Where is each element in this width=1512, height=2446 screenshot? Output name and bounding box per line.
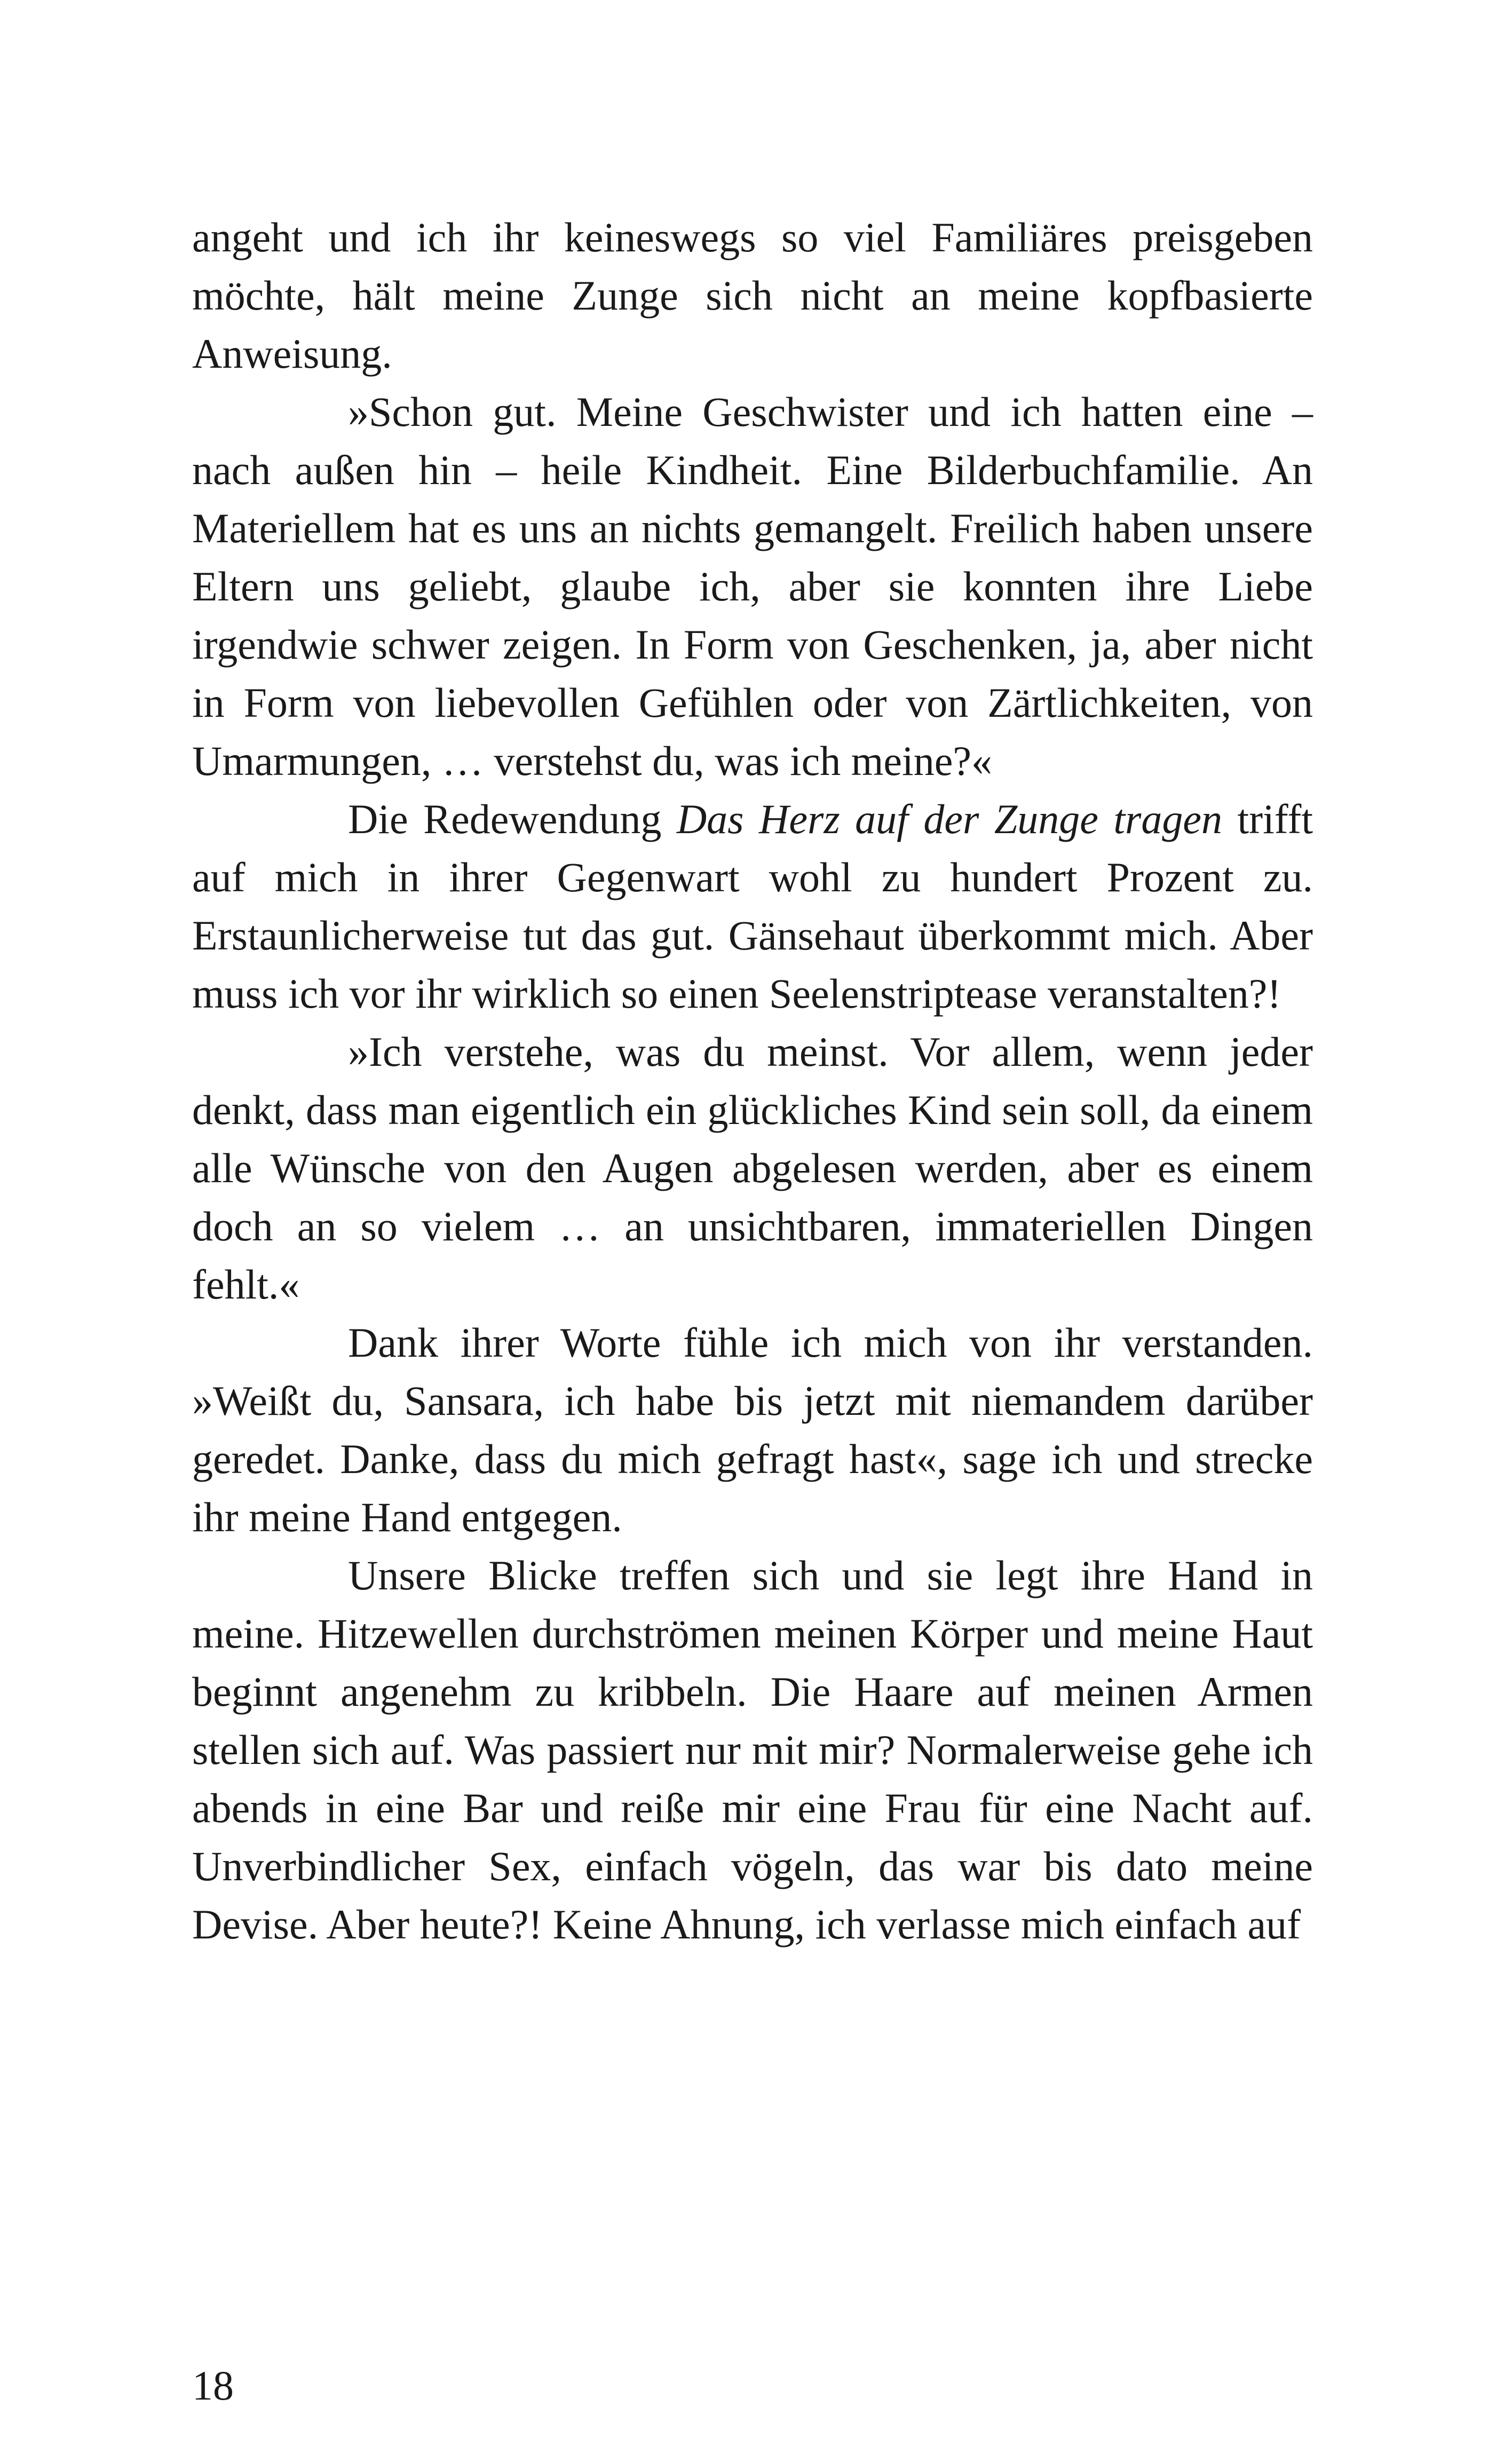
paragraph-hands-touch: Unsere Blicke treffen sich und sie legt ihre Hand in meine. Hitzewellen durchströmen meinen Körper und meine Haut beginnt angenehm zu kribbeln. Die Haare auf meinen Armen stellen sich auf. Was passiert nur mit mir? Normalerweise gehe ich abends in eine Bar und reiße mir eine Frau für eine Nacht auf. Unverbindlicher Sex, einfach vögeln, das war bis dato meine Devise. Aber heute?! Keine Ahnung, ich verlasse mich einfach auf: [192, 1552, 1313, 1948]
paragraph-dialogue-understanding: »Ich verstehe, was du meinst. Vor allem, wenn jeder denkt, dass man eigentlich ein glückliches Kind sein soll, da einem alle Wünsche von den Augen abgelesen werden, aber es einem doch an so vielem … an unsichtbaren, immateriellen Dingen fehlt.«: [192, 1028, 1313, 1308]
paragraph-dialogue-childhood: »Schon gut. Meine Geschwister und ich hatten eine – nach außen hin – heile Kindheit. Eine Bilderbuchfamilie. An Materiellem hat es uns an nichts gemangelt. Freilich haben unsere Eltern uns geliebt, glaube ich, aber sie konnten ihre Liebe irgendwie schwer zeigen. In Form von Geschenken, ja, aber nicht in Form von liebevollen Gefühlen oder von Zärtlichkeiten, von Umarmungen, … verstehst du, was ich meine?«: [192, 389, 1313, 784]
idiom-italic-text: Das Herz auf der Zunge tragen: [676, 796, 1222, 842]
paragraph-idiom: [192, 790, 1313, 1023]
paragraph-dialogue-thanks: Dank ihrer Worte fühle ich mich von ihr verstanden. »Weißt du, Sansara, ich habe bis jetzt mit niemandem darüber geredet. Danke, dass du mich gefragt hast«, sage ich und strecke ihr meine Hand entgegen.: [192, 1319, 1313, 1540]
idiom-trailing-text: trifft auf mich in ihrer Gegenwart wohl zu hundert Prozent zu. Erstaunlicherweise tut das gut. Gänsehaut überkommt mich. Aber muss ich vor ihr wirklich so einen Seelenstriptease veranstalten?!: [192, 796, 1313, 1017]
page-number: 18: [192, 2362, 234, 2409]
paragraph-continuation: angeht und ich ihr keineswegs so viel Familiäres preisgeben möchte, hält meine Zunge sich nicht an meine kopfbasierte Anweisung.: [192, 214, 1313, 377]
idiom-lead-text: Die Redewendung: [348, 796, 677, 842]
page-body: [192, 208, 1313, 1953]
